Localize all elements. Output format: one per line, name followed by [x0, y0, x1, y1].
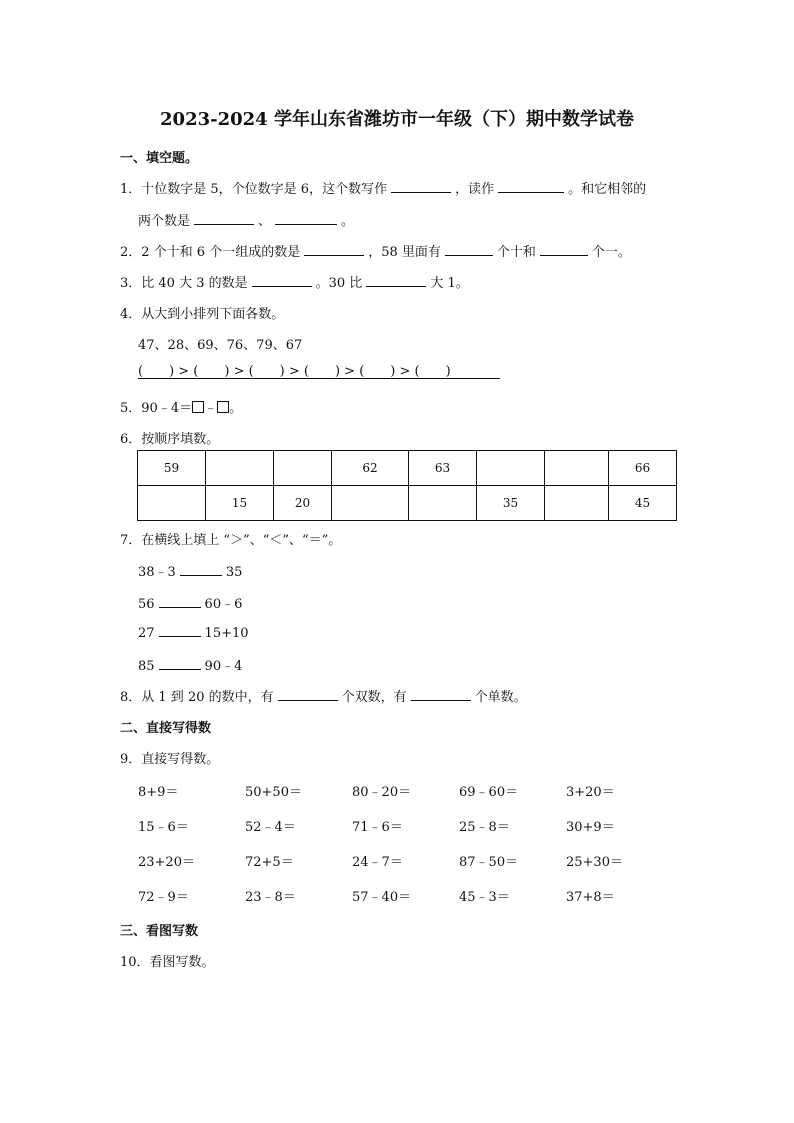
q3-text-c: 大 1。	[430, 276, 469, 291]
compare-left: 85	[138, 659, 155, 674]
question-6: 6．按顺序填数。	[120, 432, 220, 447]
question-2	[120, 241, 631, 260]
q8-text-b: 个双数，有	[341, 690, 407, 705]
compare-blank[interactable]	[180, 563, 222, 576]
compare-right: 15+10	[204, 626, 249, 641]
q1-blank-neighbor-1[interactable]	[194, 212, 254, 225]
compare-left: 56	[138, 597, 155, 612]
section-heading-direct-answers: 二、直接写得数	[120, 721, 212, 736]
compare-blank[interactable]	[159, 624, 201, 637]
arithmetic-item[interactable]: 37+8＝	[566, 890, 615, 905]
sequence-cell: 59	[138, 451, 206, 486]
sequence-cell[interactable]	[409, 486, 477, 521]
arithmetic-item[interactable]: 72+5＝	[245, 855, 294, 870]
sequence-cell[interactable]	[206, 451, 274, 486]
compare-right: 60﹣6	[204, 597, 243, 612]
question-3	[120, 272, 469, 291]
q5-box-2[interactable]	[217, 401, 229, 413]
compare-blank[interactable]	[159, 657, 201, 670]
q8-text-a: 8．从 1 到 20 的数中，有	[120, 690, 274, 705]
q8-blank-odd[interactable]	[411, 688, 471, 701]
arithmetic-item[interactable]: 23﹣8＝	[245, 890, 296, 905]
q2-blank-tens[interactable]	[445, 243, 493, 256]
question-4-numbers: 47、28、69、76、79、67	[138, 338, 303, 353]
sequence-cell: 63	[409, 451, 477, 486]
question-7: 7．在横线上填上 “＞”、“＜”、“＝”。	[120, 533, 342, 548]
q8-blank-even[interactable]	[278, 688, 338, 701]
compare-item	[138, 561, 242, 580]
sequence-cell[interactable]	[477, 451, 545, 486]
arithmetic-item[interactable]: 8+9＝	[138, 785, 179, 800]
question-4: 4．从大到小排列下面各数。	[120, 307, 285, 322]
arithmetic-item[interactable]: 80﹣20＝	[352, 785, 412, 800]
section-heading-picture-numbers: 三、看图写数	[120, 924, 199, 939]
arithmetic-item[interactable]: 15﹣6＝	[138, 820, 189, 835]
q8-text-c: 个单数。	[474, 690, 527, 705]
sequence-cell[interactable]	[545, 486, 609, 521]
sequence-cell: 45	[609, 486, 677, 521]
q2-blank-ones[interactable]	[540, 243, 588, 256]
q1-blank-neighbor-2[interactable]	[275, 212, 337, 225]
q2-blank-number[interactable]	[304, 243, 364, 256]
arithmetic-item[interactable]: 57﹣40＝	[352, 890, 412, 905]
arithmetic-item[interactable]: 30+9＝	[566, 820, 615, 835]
q1-text-a: 1．十位数字是 5，个位数字是 6，这个数写作	[120, 182, 388, 197]
section-heading-fill-blanks: 一、填空题。	[120, 151, 199, 166]
q1-text-d: 两个数是	[138, 214, 191, 229]
q1-text-c: 。和它相邻的	[568, 182, 647, 197]
q1-text-b: ，读作	[455, 182, 495, 197]
page-title: 2023-2024 学年山东省潍坊市一年级（下）期中数学试卷	[160, 109, 634, 130]
q1-blank-reading[interactable]	[498, 180, 564, 193]
sequence-cell[interactable]	[332, 486, 409, 521]
sequence-cell: 62	[332, 451, 409, 486]
q3-blank-1[interactable]	[252, 274, 312, 287]
arithmetic-item[interactable]: 87﹣50＝	[459, 855, 519, 870]
question-1-line-1	[120, 178, 646, 197]
compare-item	[138, 624, 249, 641]
q5-text-a: 5．90﹣4＝	[120, 401, 193, 416]
q1-blank-number[interactable]	[391, 180, 451, 193]
question-1-line-2	[138, 210, 354, 229]
sequence-table	[137, 450, 677, 521]
q5-text-b: ﹣	[204, 401, 218, 416]
q1-text-e: 、	[258, 214, 272, 229]
arithmetic-item[interactable]: 50+50＝	[245, 785, 302, 800]
sequence-cell[interactable]	[138, 486, 206, 521]
sequence-row-2	[138, 486, 677, 521]
compare-item	[138, 593, 242, 612]
sequence-row-1	[138, 451, 677, 486]
arithmetic-item[interactable]: 72﹣9＝	[138, 890, 189, 905]
arithmetic-item[interactable]: 3+20＝	[566, 785, 615, 800]
sequence-cell: 15	[206, 486, 274, 521]
q2-text-c: 个十和	[496, 245, 536, 260]
question-9: 9．直接写得数。	[120, 752, 220, 767]
compare-right: 90﹣4	[204, 659, 243, 674]
sequence-cell[interactable]	[274, 451, 332, 486]
q3-blank-2[interactable]	[366, 274, 426, 287]
question-4-order-line[interactable]: ( ) > ( ) > ( ) > ( ) > ( ) > ( )	[138, 360, 500, 379]
arithmetic-item[interactable]: 25+30＝	[566, 855, 623, 870]
q2-text-b: ，58 里面有	[368, 245, 441, 260]
compare-left: 38﹣3	[138, 565, 176, 580]
compare-item	[138, 655, 242, 674]
question-8	[120, 686, 527, 705]
question-5	[120, 397, 242, 416]
compare-blank[interactable]	[159, 595, 201, 608]
arithmetic-item[interactable]: 52﹣4＝	[245, 820, 296, 835]
arithmetic-item[interactable]: 24﹣7＝	[352, 855, 403, 870]
q5-box-1[interactable]	[192, 401, 204, 413]
q3-text-b: 。30 比	[315, 276, 363, 291]
q3-text-a: 3．比 40 大 3 的数是	[120, 276, 248, 291]
q2-text-d: 个一。	[591, 245, 631, 260]
sequence-cell: 66	[609, 451, 677, 486]
q5-text-c: 。	[229, 401, 243, 416]
arithmetic-item[interactable]: 69﹣60＝	[459, 785, 519, 800]
arithmetic-item[interactable]: 71﹣6＝	[352, 820, 403, 835]
q2-text-a: 2．2 个十和 6 个一组成的数是	[120, 245, 301, 260]
compare-right: 35	[225, 565, 243, 580]
sequence-cell[interactable]	[545, 451, 609, 486]
sequence-cell: 35	[477, 486, 545, 521]
arithmetic-item[interactable]: 45﹣3＝	[459, 890, 510, 905]
question-10: 10．看图写数。	[120, 955, 215, 970]
sequence-cell: 20	[274, 486, 332, 521]
arithmetic-item[interactable]: 25﹣8＝	[459, 820, 510, 835]
q1-text-f: 。	[341, 214, 355, 229]
compare-left: 27	[138, 626, 155, 641]
arithmetic-item[interactable]: 23+20＝	[138, 855, 195, 870]
